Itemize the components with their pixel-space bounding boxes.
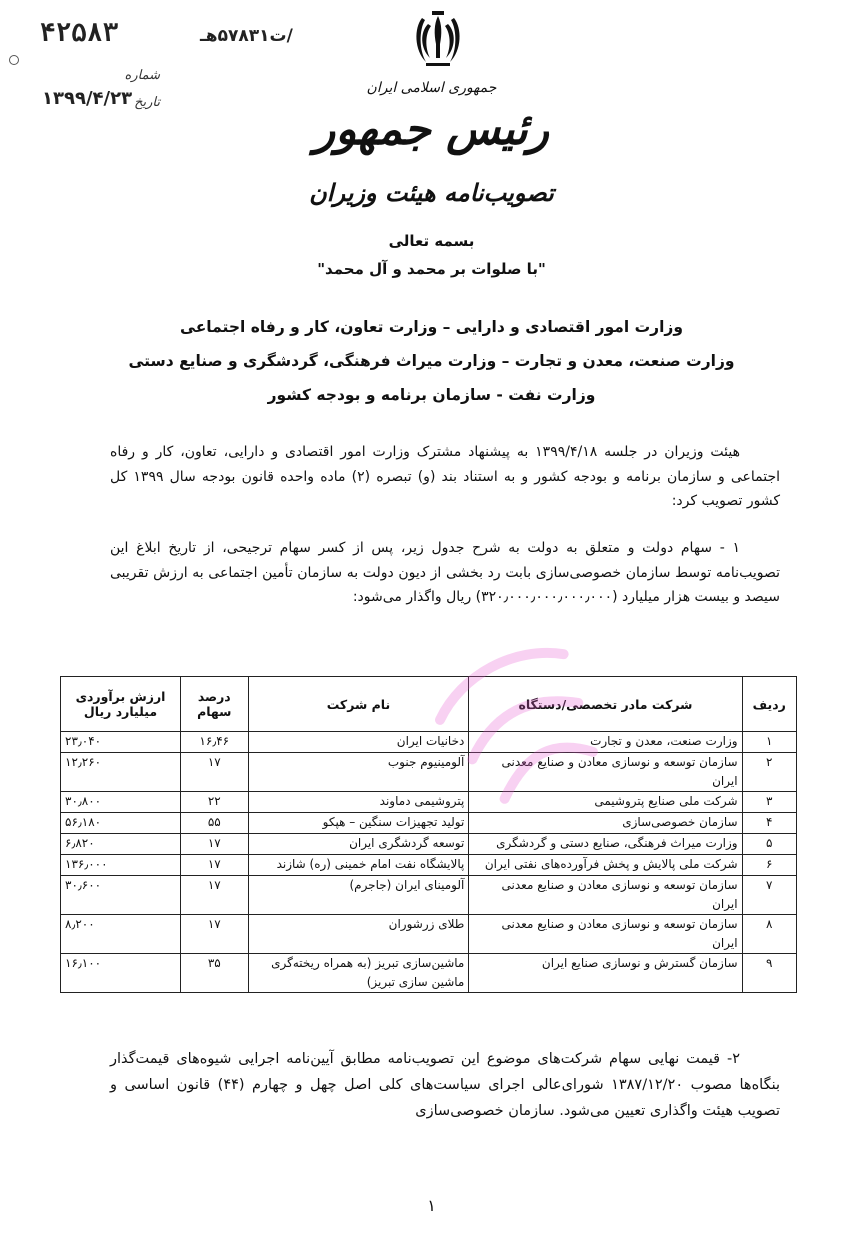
cell-value: ۱۶٫۱۰۰ — [61, 954, 181, 993]
cell-value: ۸٫۲۰۰ — [61, 915, 181, 954]
header-parent-company: شرکت مادر تخصصی/دستگاه — [469, 677, 742, 732]
cell-company: طلای زرشوران — [248, 915, 469, 954]
cell-parent: وزارت میراث فرهنگی، صنایع دستی و گردشگری — [469, 834, 742, 855]
cell-parent: شرکت ملی صنایع پتروشیمی — [469, 792, 742, 813]
addressee-line: وزارت صنعت، معدن و تجارت – وزارت میراث فرهنگی، گردشگری و صنایع دستی — [128, 352, 735, 370]
handwritten-number: ۴۲۵۸۳ — [40, 18, 119, 48]
cell-percent: ۱۷ — [181, 915, 249, 954]
header-bismillah: بسمه تعالی — [388, 232, 475, 250]
cell-percent: ۱۷ — [181, 753, 249, 792]
cell-parent: سازمان توسعه و نوسازی معادن و صنایع معدنی ایران — [469, 915, 742, 954]
table-header-row — [61, 677, 797, 732]
cell-company: دخانیات ایران — [248, 732, 469, 753]
table-row — [61, 834, 797, 855]
cell-value: ۳۰٫۸۰۰ — [61, 792, 181, 813]
table-row — [61, 915, 797, 954]
cell-value: ۱۲٫۲۶۰ — [61, 753, 181, 792]
cell-company: آلومینیوم جنوب — [248, 753, 469, 792]
cell-parent: سازمان توسعه و نوسازی معادن و صنایع معدنی ایران — [469, 876, 742, 915]
item-1-paragraph: ۱ - سهام دولت و متعلق به دولت به شرح جدول زیر، پس از کسر سهام ترجیحی، از تاریخ ابلاغ این تصویب‌نامه توسط سازمان خصوصی‌سازی بابت رد بخشی از دیون دولت به سازمان تأمین اجتماعی به ارزش تقریبی سیصد و بیست هزار میلیارد (۳۲۰٫۰۰۰٫۰۰۰٫۰۰۰٫۰۰۰) ریال واگذار می‌شود: — [110, 540, 780, 605]
page-number: ۱ — [427, 1196, 436, 1215]
cell-percent: ۱۷ — [181, 876, 249, 915]
header-republic: جمهوری اسلامی ایران — [366, 80, 497, 96]
iran-emblem-icon — [412, 10, 464, 70]
cell-company: تولید تجهیزات سنگین – هپکو — [248, 813, 469, 834]
table-row — [61, 792, 797, 813]
cell-parent: وزارت صنعت، معدن و تجارت — [469, 732, 742, 753]
cell-percent: ۱۷ — [181, 834, 249, 855]
cell-parent: سازمان گسترش و نوسازی صنایع ایران — [469, 954, 742, 993]
cell-row: ۶ — [742, 855, 796, 876]
cell-value: ۱۳۶٫۰۰۰ — [61, 855, 181, 876]
header-row-number: ردیف — [742, 677, 796, 732]
header-salavat: "با صلوات بر محمد و آل محمد" — [317, 260, 546, 278]
table-row — [61, 753, 797, 792]
cell-value: ۳۰٫۶۰۰ — [61, 876, 181, 915]
cell-percent: ۱۶٫۴۶ — [181, 732, 249, 753]
shares-table — [60, 676, 797, 993]
cell-company: ماشین‌سازی تبریز (به همراه ریخته‌گری ماشین سازی تبریز) — [248, 954, 469, 993]
date-label: تاریخ — [134, 95, 160, 110]
cell-row: ۸ — [742, 915, 796, 954]
cell-value: ۵۶٫۱۸۰ — [61, 813, 181, 834]
cell-company: توسعه گردشگری ایران — [248, 834, 469, 855]
cell-company: پتروشیمی دماوند — [248, 792, 469, 813]
cell-parent: سازمان توسعه و نوسازی معادن و صنایع معدنی ایران — [469, 753, 742, 792]
cell-row: ۷ — [742, 876, 796, 915]
number-label: شماره — [124, 68, 160, 83]
cell-value: ۲۳٫۰۴۰ — [61, 732, 181, 753]
date-value: ۱۳۹۹/۴/۲۳ — [42, 88, 133, 109]
header-estimated-value: ارزش برآوردی میلیارد ریال — [61, 677, 181, 732]
cell-percent: ۳۵ — [181, 954, 249, 993]
table-row — [61, 813, 797, 834]
cell-percent: ۵۵ — [181, 813, 249, 834]
addressee-line: وزارت امور اقتصادی و دارایی – وزارت تعاون، کار و رفاه اجتماعی — [180, 318, 683, 336]
table-row — [61, 876, 797, 915]
cell-parent: سازمان خصوصی‌سازی — [469, 813, 742, 834]
table-row — [61, 732, 797, 753]
table-row — [61, 855, 797, 876]
cell-row: ۹ — [742, 954, 796, 993]
cell-company: آلومینای ایران (جاجرم) — [248, 876, 469, 915]
addressee-line: وزارت نفت - سازمان برنامه و بودجه کشور — [267, 386, 596, 404]
cell-percent: ۱۷ — [181, 855, 249, 876]
item-2-paragraph: ۲- قیمت نهایی سهام شرکت‌های موضوع این تصویب‌نامه مطابق آیین‌نامه اجرایی شیوه‌های قیمت‌گذار بنگاه‌ها مصوب ۱۳۸۷/۱۲/۲۰ شورای‌عالی اجرای سیاست‌های کلی اصل چهل و چهارم (۴۴) قانون اساسی و تصویب هیئت واگذاری تعیین می‌شود. سازمان خصوصی‌سازی — [110, 1051, 781, 1119]
cell-row: ۵ — [742, 834, 796, 855]
cell-percent: ۲۲ — [181, 792, 249, 813]
cell-value: ۶٫۸۲۰ — [61, 834, 181, 855]
cell-row: ۱ — [742, 732, 796, 753]
reference-number: /ت۵۷۸۳۱هـ — [200, 26, 293, 46]
cell-row: ۲ — [742, 753, 796, 792]
intro-paragraph: هیئت وزیران در جلسه ۱۳۹۹/۴/۱۸ به پیشنهاد مشترک وزارت امور اقتصادی و دارایی، تعاون، کار و رفاه اجتماعی و سازمان برنامه و بودجه کشور و به استناد بند (و) تبصره (۲) ماده واحده قانون بودجه سال ۱۳۹۹ کل کشور تصویب کرد: — [110, 444, 781, 509]
cell-row: ۴ — [742, 813, 796, 834]
header-share-percent: درصد سهام — [181, 677, 249, 732]
corner-dot-icon — [9, 55, 19, 65]
header-cabinet-decree: تصویب‌نامه هیئت وزیران — [309, 178, 554, 207]
cell-parent: شرکت ملی پالایش و پخش فرآورده‌های نفتی ایران — [469, 855, 742, 876]
cell-row: ۳ — [742, 792, 796, 813]
header-president: رئیس جمهور — [313, 104, 550, 155]
header-company-name: نام شرکت — [248, 677, 469, 732]
cell-company: پالایشگاه نفت امام خمینی (ره) شازند — [248, 855, 469, 876]
table-row — [61, 954, 797, 993]
